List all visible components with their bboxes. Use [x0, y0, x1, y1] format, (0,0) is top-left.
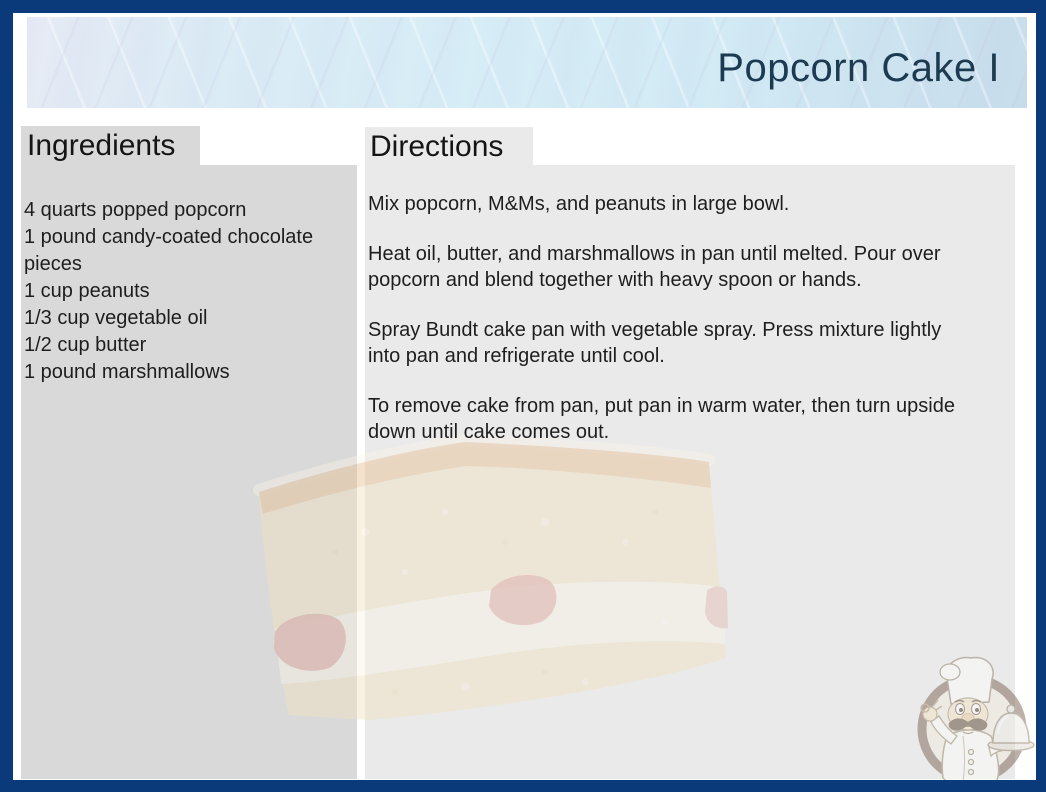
ingredient-item: 1/3 cup vegetable oil	[24, 307, 208, 329]
title-banner	[27, 17, 1027, 108]
directions-heading: Directions	[370, 130, 504, 163]
ingredients-list	[24, 197, 346, 386]
direction-step: To remove cake from pan, put pan in warm water, then turn upside down until cake comes out.	[368, 395, 955, 443]
ingredients-heading: Ingredients	[27, 129, 176, 162]
ingredient-item: 1 cup peanuts	[24, 280, 150, 302]
direction-step: Heat oil, butter, and marshmallows in pan until melted. Pour over popcorn and blend together with heavy spoon or hands.	[368, 243, 941, 291]
page-canvas	[13, 13, 1036, 780]
ingredient-item: 4 quarts popped popcorn	[24, 199, 247, 221]
ingredient-item: 1/2 cup butter	[24, 334, 147, 356]
direction-step: Mix popcorn, M&Ms, and peanuts in large bowl.	[368, 193, 790, 215]
chef-logo-icon	[905, 652, 1036, 780]
ingredients-heading-box	[21, 126, 200, 166]
directions-heading-box	[365, 127, 533, 167]
cake-slice-image	[245, 432, 740, 727]
ingredient-item: 1 pound marshmallows	[24, 361, 230, 383]
direction-step: Spray Bundt cake pan with vegetable spray. Press mixture lightly into pan and refrigerate until cool.	[368, 319, 942, 367]
directions-list	[368, 191, 968, 469]
ingredient-item: 1 pound candy-coated chocolate pieces	[24, 226, 314, 275]
page-title: Popcorn Cake I	[717, 46, 1000, 90]
